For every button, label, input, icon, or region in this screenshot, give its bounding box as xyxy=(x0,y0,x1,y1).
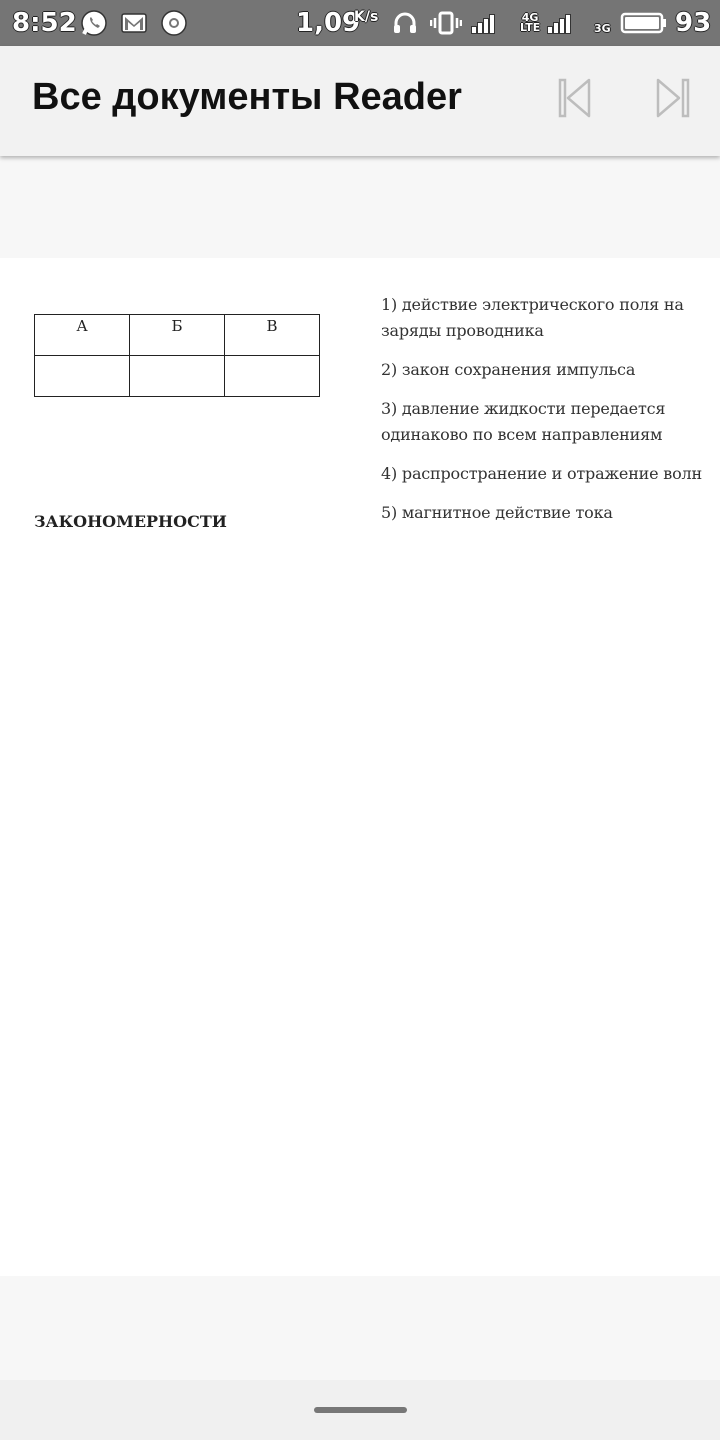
app-title: Все документы Reader xyxy=(32,76,462,118)
table-answer-cell xyxy=(35,356,130,397)
table-header-cell: А xyxy=(35,315,130,356)
skip-next-icon xyxy=(652,76,692,120)
list-item: 3) давление жидкости передается одинаково по всем направлениям xyxy=(381,399,666,444)
network-speed: 1,09 xyxy=(296,8,361,38)
battery-icon xyxy=(620,0,668,46)
next-document-button[interactable] xyxy=(652,76,692,120)
skip-previous-icon xyxy=(556,76,596,120)
system-navigation-bar xyxy=(0,1380,720,1440)
table-header-row xyxy=(35,315,320,356)
list-item: 4) распространение и отражение волн xyxy=(381,464,702,483)
document-page[interactable] xyxy=(0,258,720,1276)
app-bar xyxy=(0,46,720,156)
network-type-3g: 3G xyxy=(594,22,611,35)
list-item: 1) действие электрического поля на заряды проводника xyxy=(381,295,684,340)
headphones-icon xyxy=(392,0,418,46)
table-header-cell: Б xyxy=(130,315,225,356)
table-answer-cell xyxy=(225,356,320,397)
section-heading: ЗАКОНОМЕРНОСТИ xyxy=(34,512,227,531)
wifi-signal-icon xyxy=(472,0,494,46)
list-item: 2) закон сохранения импульса xyxy=(381,360,636,379)
gmail-icon xyxy=(120,0,148,46)
status-bar xyxy=(0,0,720,46)
list-item: 5) магнитное действие тока xyxy=(381,503,613,522)
answer-table xyxy=(34,314,320,397)
table-header-cell: В xyxy=(225,315,320,356)
vibrate-icon xyxy=(430,0,462,46)
whatsapp-icon xyxy=(80,0,108,46)
previous-document-button[interactable] xyxy=(556,76,596,120)
cell-signal-icon xyxy=(548,0,570,46)
network-type-4g: 4G LTE xyxy=(520,11,541,34)
chrome-icon xyxy=(160,0,188,46)
network-speed-unit: K/s xyxy=(354,9,379,25)
status-time: 8:52 xyxy=(12,8,77,38)
table-answer-cell xyxy=(130,356,225,397)
battery-percent: 93 xyxy=(675,8,712,38)
home-gesture-handle[interactable] xyxy=(314,1407,407,1413)
table-row xyxy=(35,356,320,397)
options-list xyxy=(381,292,711,539)
